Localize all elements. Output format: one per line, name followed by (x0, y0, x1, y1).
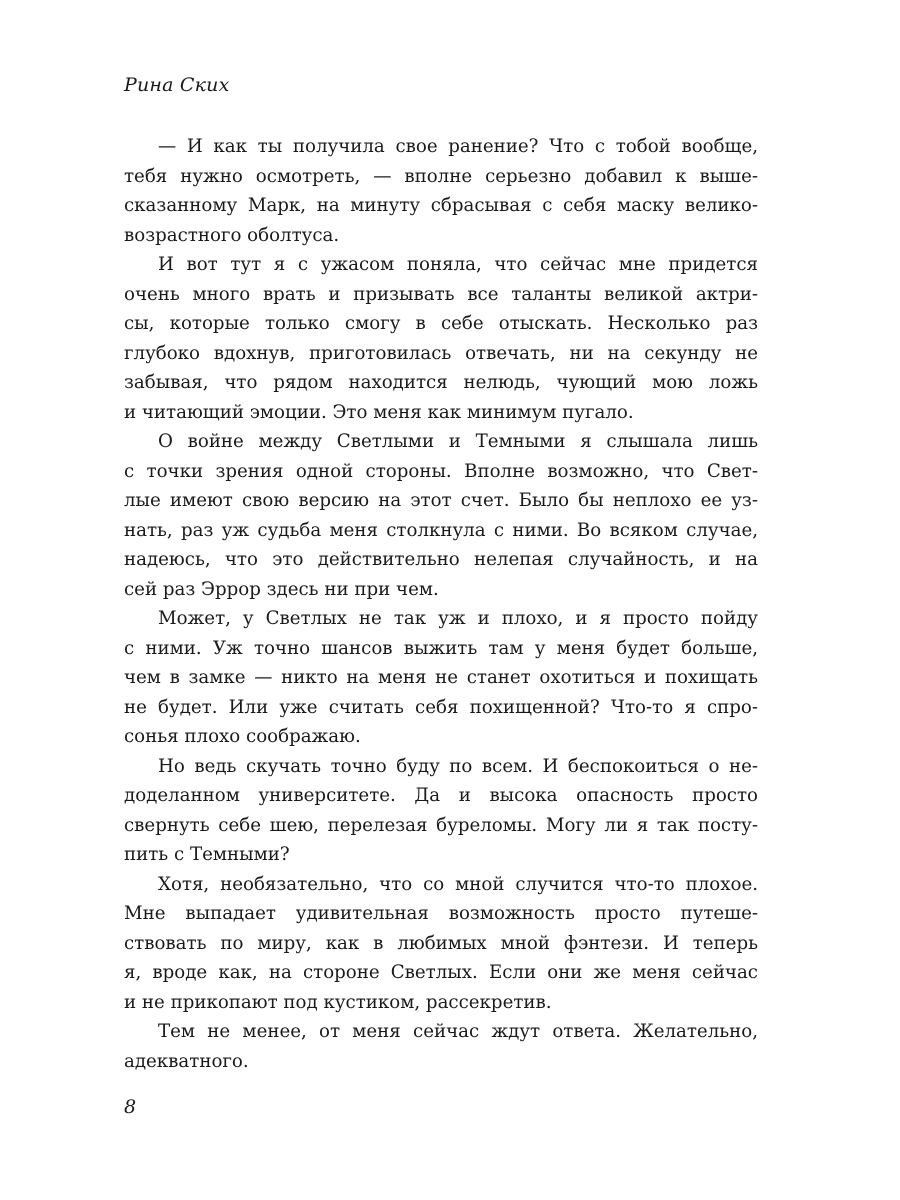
text-line: надеюсь, что это действительно нелепая случайность, и на (124, 549, 758, 570)
text-line: адекватного. (124, 1050, 249, 1072)
text-line: очень много врать и призывать все таланты великой актри- (124, 283, 758, 305)
paragraph (124, 1017, 758, 1076)
text-line: тебя нужно осмотреть, — вполне серьезно добавил к выше- (124, 165, 758, 187)
text-line: Мне выпадает удивительная возможность просто путеше- (124, 903, 758, 924)
text-line: И вот тут я с ужасом поняла, что сейчас мне придется (158, 254, 758, 275)
text-line: свернуть себе шею, перелезая буреломы. Могу ли я так посту- (124, 814, 758, 836)
text-line: глубоко вдохнув, приготовилась отвечать, ни на секунду не (124, 342, 758, 364)
text-line: Может, у Светлых не так уж и плохо, и я просто пойду (158, 608, 758, 629)
text-line: возрастного оболтуса. (124, 224, 340, 246)
text-line: — И как ты получила свое ранение? Что с тобой вообще, (158, 136, 758, 157)
body-text (124, 132, 758, 1076)
text-line: с ними. Уж точно шансов выжить там у меня будет больше, (124, 637, 758, 659)
paragraph (124, 870, 758, 1018)
text-line: не будет. Или уже считать себя похищенной? Что-то я спро- (124, 696, 758, 718)
text-line: я, вроде как, на стороне Светлых. Если они же меня сейчас (124, 962, 758, 983)
text-line: Тем не менее, от меня сейчас ждут ответа. Желательно, (158, 1021, 758, 1042)
text-line: сей раз Эррор здесь ни при чем. (124, 578, 439, 600)
text-line: сонья плохо соображаю. (124, 726, 361, 747)
paragraph (124, 132, 758, 250)
text-line: и читающий эмоции. Это меня как минимум пугало. (124, 401, 634, 423)
paragraph (124, 250, 758, 427)
text-line: лые имеют свою версию на этот счет. Было бы неплохо ее уз- (124, 490, 758, 511)
paragraph (124, 427, 758, 604)
text-line: сы, которые только смогу в себе отыскать. Несколько раз (124, 313, 758, 334)
paragraph (124, 604, 758, 752)
text-line: пить с Темными? (124, 844, 290, 865)
text-line: О войне между Светлыми и Темными я слышала лишь (158, 431, 758, 452)
paragraph (124, 752, 758, 870)
text-line: ствовать по миру, как в любимых мной фэнтези. И теперь (124, 932, 758, 954)
text-line: нать, раз уж судьба меня столкнула с ними. Во всяком случае, (124, 519, 758, 541)
text-line: чем в замке — никто на меня не станет охотиться и похищать (124, 667, 758, 688)
running-header-author: Рина Ских (124, 74, 230, 96)
text-line: Но ведь скучать точно буду по всем. И беспокоиться о не- (158, 755, 758, 777)
text-line: с точки зрения одной стороны. Вполне возможно, что Свет- (124, 460, 758, 482)
page-number: 8 (124, 1096, 137, 1118)
text-line: доделанном университете. Да и высока опасность просто (124, 785, 758, 806)
text-line: забывая, что рядом находится нелюдь, чующий мою ложь (124, 372, 758, 393)
text-line: сказанному Марк, на минуту сбрасывая с себя маску велико- (124, 195, 758, 216)
text-line: и не прикопают под кустиком, рассекретив. (124, 991, 552, 1013)
text-line: Хотя, необязательно, что со мной случится что-то плохое. (158, 873, 758, 895)
